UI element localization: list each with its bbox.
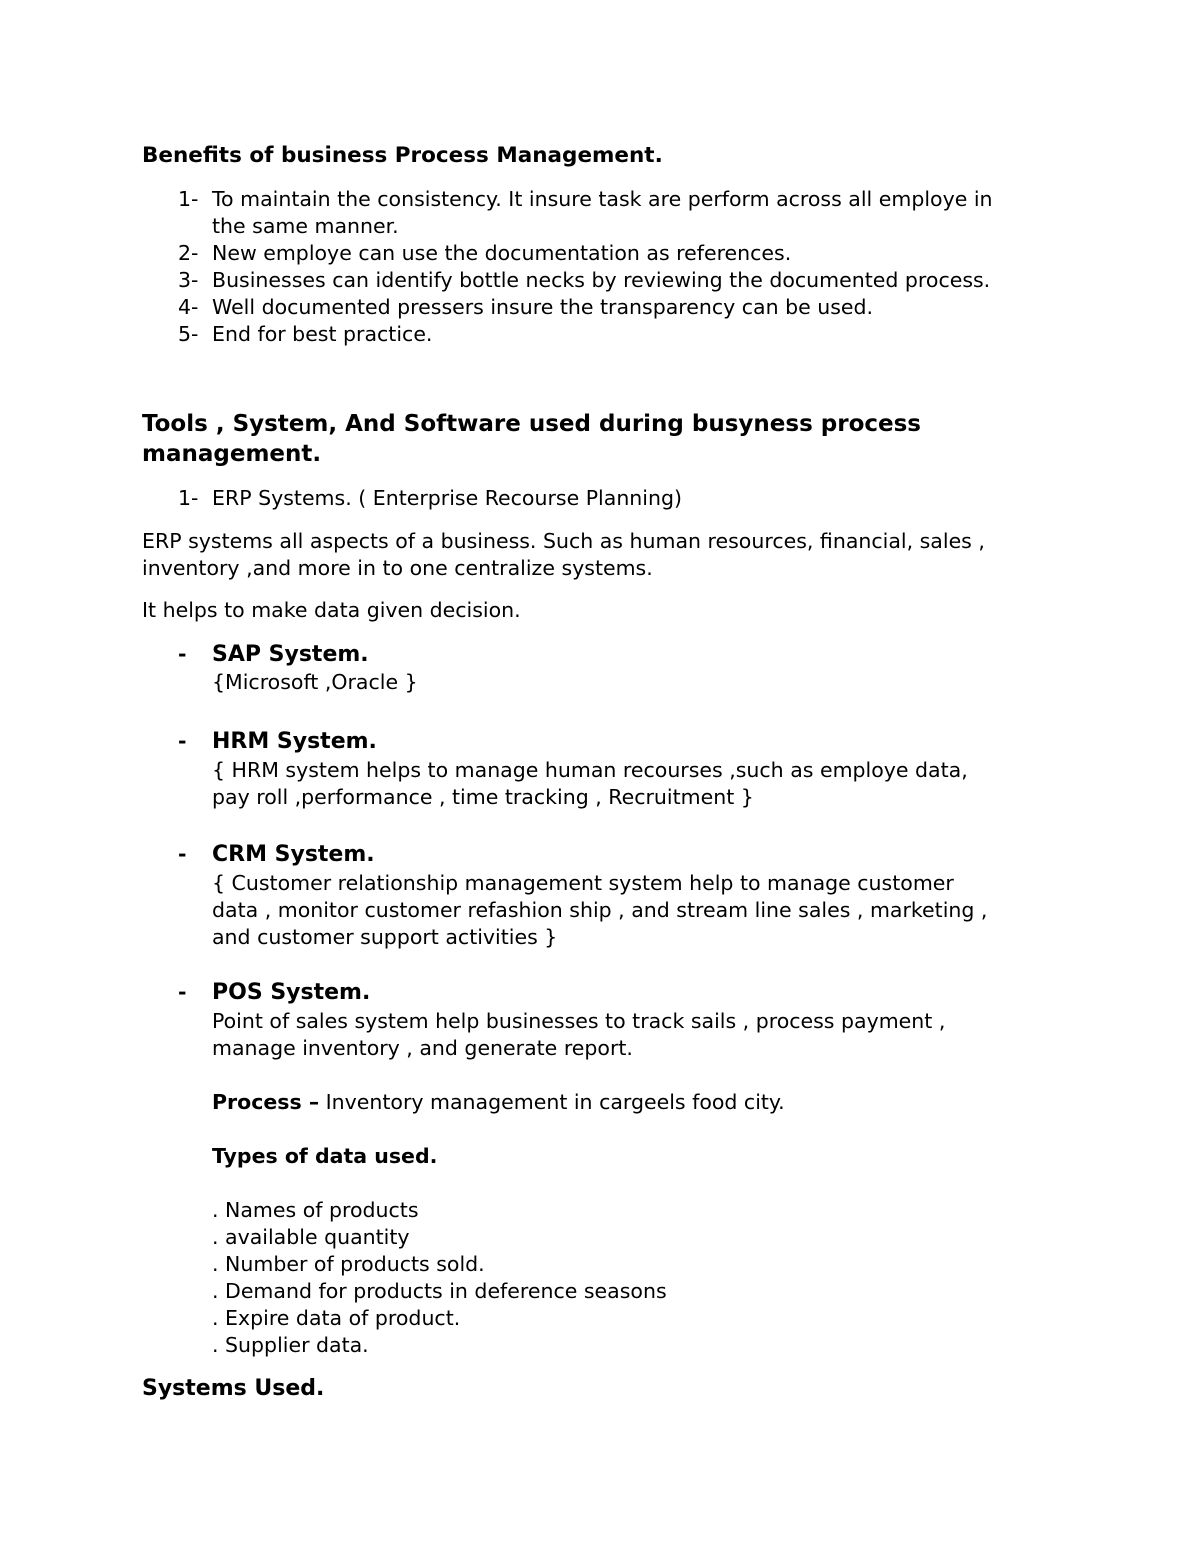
erp-paragraph-line2: inventory ,and more in to one centralize systems. [142, 556, 653, 580]
section3-heading: Systems Used. [142, 1376, 325, 1401]
system-desc: { HRM system helps to manage human recourses ,such as employe data, [212, 758, 968, 782]
system-desc: pay roll ,performance , time tracking , Recruitment } [212, 785, 754, 809]
data-type-item: . Number of products sold. [212, 1252, 485, 1276]
bullet-dash: - [178, 980, 187, 1004]
erp-paragraph-line1: ERP systems all aspects of a business. Such as human resources, financial, sales , [142, 529, 985, 553]
list-number: 1- [178, 187, 199, 211]
system-title: HRM System. [212, 729, 377, 754]
section2-heading-line2: management. [142, 441, 322, 467]
section1-heading: Benefits of business Process Management. [142, 143, 663, 168]
data-type-item: . Expire data of product. [212, 1306, 461, 1330]
list-text: Businesses can identify bottle necks by reviewing the documented process. [212, 268, 991, 292]
list-number: 5- [178, 322, 199, 346]
list-text: the same manner. [212, 214, 399, 238]
data-type-item: . available quantity [212, 1225, 410, 1249]
section2-heading-line1: Tools , System, And Software used during busyness process [142, 411, 921, 437]
types-heading: Types of data used. [212, 1144, 438, 1168]
system-title: POS System. [212, 980, 371, 1005]
list-text: ERP Systems. ( Enterprise Recourse Planning) [212, 486, 682, 510]
bullet-dash: - [178, 729, 187, 753]
list-text: To maintain the consistency. It insure task are perform across all employe in [212, 187, 993, 211]
list-number: 3- [178, 268, 199, 292]
process-text: Inventory management in cargeels food city. [319, 1090, 785, 1114]
list-text: Well documented pressers insure the transparency can be used. [212, 295, 874, 319]
list-number: 2- [178, 241, 199, 265]
list-text: New employe can use the documentation as references. [212, 241, 792, 265]
data-type-item: . Supplier data. [212, 1333, 369, 1357]
bullet-dash: - [178, 842, 187, 866]
data-type-item: . Names of products [212, 1198, 419, 1222]
process-label: Process – [212, 1090, 320, 1114]
system-desc: manage inventory , and generate report. [212, 1036, 633, 1060]
list-number: 1- [178, 486, 199, 510]
system-title: SAP System. [212, 642, 369, 667]
system-desc: { Customer relationship management system help to manage customer [212, 871, 954, 895]
system-desc: data , monitor customer refashion ship , and stream line sales , marketing , [212, 898, 988, 922]
list-text: End for best practice. [212, 322, 433, 346]
bullet-dash: - [178, 642, 187, 666]
system-desc: {Microsoft ,Oracle } [212, 670, 418, 694]
system-desc: and customer support activities } [212, 925, 558, 949]
process-line [212, 1089, 785, 1116]
system-desc: Point of sales system help businesses to track sails , process payment , [212, 1009, 946, 1033]
helps-paragraph: It helps to make data given decision. [142, 598, 521, 622]
data-type-item: . Demand for products in deference seasons [212, 1279, 667, 1303]
system-title: CRM System. [212, 842, 375, 867]
list-number: 4- [178, 295, 199, 319]
